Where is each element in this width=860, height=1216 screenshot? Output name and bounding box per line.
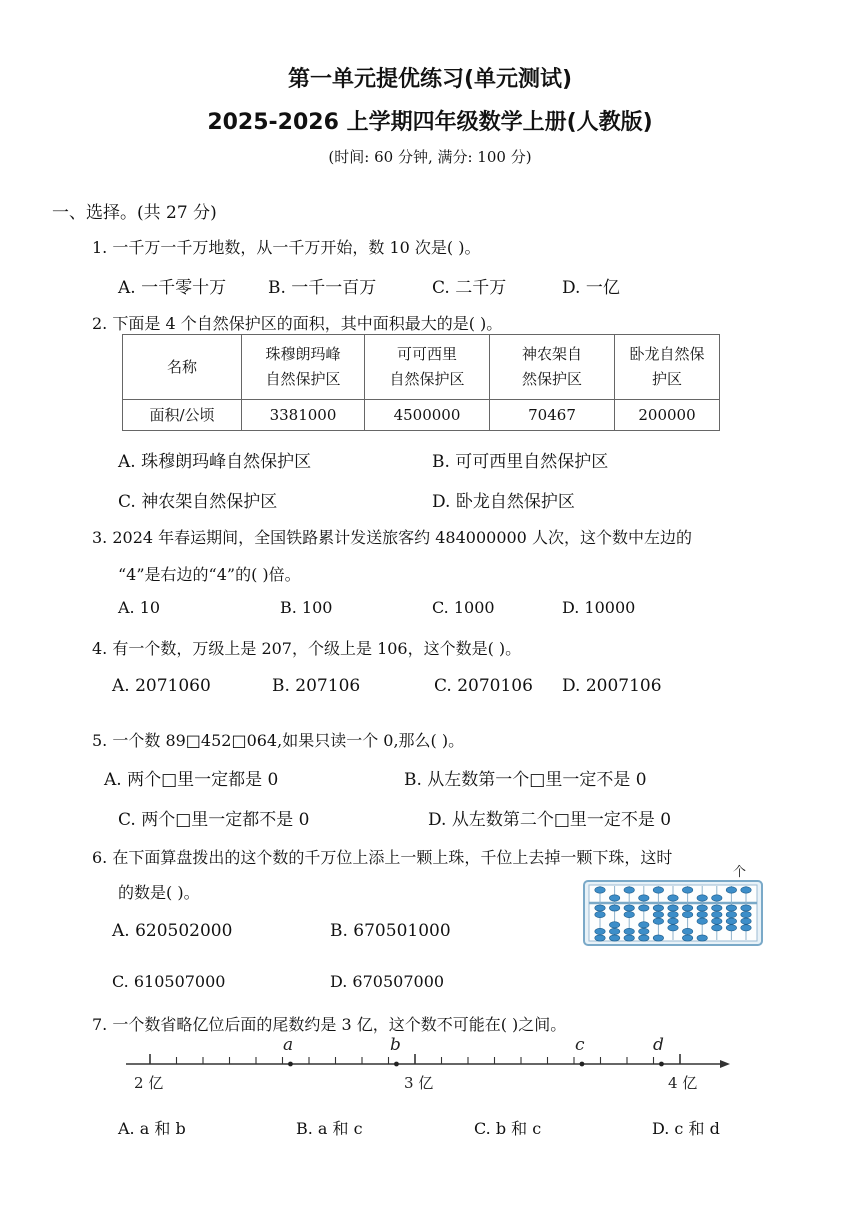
abacus-lower-bead (653, 912, 663, 918)
exam-info: (时间: 60 分钟, 满分: 100 分) (328, 148, 532, 166)
question-1: 1. 一千万一千万地数，从一千万开始，数 10 次是( )。 (92, 238, 481, 257)
abacus-lower-bead (697, 935, 707, 941)
number-line-point-d: d (653, 1035, 664, 1055)
abacus-lower-bead (624, 912, 634, 918)
table-row (123, 400, 720, 431)
q5-option-a[interactable]: A. 两个□里一定都是 0 (104, 770, 279, 790)
abacus-upper-bead (682, 887, 692, 893)
abacus-upper-bead (726, 887, 736, 893)
question-3: 3. 2024 年春运期间，全国铁路累计发送旅客约 484000000 人次，这个数中左边的 (92, 528, 692, 547)
reserve-area-table (122, 334, 720, 431)
abacus-lower-bead (741, 925, 751, 931)
abacus-lower-bead (682, 935, 692, 941)
table-cell: 3381000 (242, 400, 365, 431)
number-line-point-a: a (283, 1035, 294, 1055)
abacus-lower-bead (639, 905, 649, 911)
abacus-lower-bead (726, 912, 736, 918)
page-subtitle: 2025-2026 上学期四年级数学上册(人教版) (207, 110, 653, 135)
abacus-lower-bead (639, 935, 649, 941)
abacus-upper-bead (653, 887, 663, 893)
number-line-point-dot (659, 1062, 664, 1067)
question-2: 2. 下面是 4 个自然保护区的面积，其中面积最大的是( )。 (92, 314, 503, 333)
question-7: 7. 一个数省略亿位后面的尾数约是 3 亿，这个数不可能在( )之间。 (92, 1015, 567, 1034)
abacus-lower-bead (609, 922, 619, 928)
abacus-lower-bead (609, 935, 619, 941)
table-header-cell: 名称 (123, 335, 242, 400)
abacus-lower-bead (668, 912, 678, 918)
q4-option-d[interactable]: D. 2007106 (562, 676, 662, 696)
abacus-lower-bead (639, 922, 649, 928)
q1-option-b[interactable]: B. 一千一百万 (268, 278, 377, 298)
table-cell: 面积/公顷 (123, 400, 242, 431)
q5-option-c[interactable]: C. 两个□里一定都不是 0 (118, 810, 310, 830)
q4-option-c[interactable]: C. 2070106 (434, 676, 533, 696)
q3-option-a[interactable]: A. 10 (118, 598, 161, 617)
abacus-lower-bead (668, 918, 678, 924)
number-line-start-label: 2 亿 (134, 1074, 164, 1092)
abacus-lower-bead (668, 925, 678, 931)
abacus-upper-bead (639, 895, 649, 901)
abacus-lower-bead (595, 912, 605, 918)
abacus-lower-bead (712, 918, 722, 924)
abacus-lower-bead (595, 935, 605, 941)
abacus-upper-bead (712, 895, 722, 901)
q3-option-d[interactable]: D. 10000 (562, 598, 636, 617)
abacus-upper-bead (668, 895, 678, 901)
abacus-upper-bead (609, 895, 619, 901)
table-cell: 4500000 (365, 400, 490, 431)
table-cell: 200000 (615, 400, 720, 431)
abacus-lower-bead (697, 912, 707, 918)
abacus-lower-bead (595, 928, 605, 934)
abacus-lower-bead (609, 905, 619, 911)
q7-option-b[interactable]: B. a 和 c (296, 1119, 363, 1138)
abacus-upper-bead (595, 887, 605, 893)
number-line-point-dot (580, 1062, 585, 1067)
q6-option-b[interactable]: B. 670501000 (330, 921, 451, 941)
abacus-lower-bead (653, 918, 663, 924)
abacus-figure (578, 862, 768, 950)
q2-option-c[interactable]: C. 神农架自然保护区 (118, 492, 278, 512)
abacus-lower-bead (712, 925, 722, 931)
abacus-lower-bead (682, 928, 692, 934)
table-header-cell: 神农架自 然保护区 (490, 335, 615, 400)
q3-option-b[interactable]: B. 100 (280, 598, 333, 617)
section-heading: 一、选择。(共 27 分) (52, 203, 217, 223)
abacus-lower-bead (653, 905, 663, 911)
table-cell: 70467 (490, 400, 615, 431)
table-header-cell: 珠穆朗玛峰 自然保护区 (242, 335, 365, 400)
q2-option-d[interactable]: D. 卧龙自然保护区 (432, 492, 575, 512)
abacus-lower-bead (741, 912, 751, 918)
abacus-lower-bead (624, 935, 634, 941)
q6-option-a[interactable]: A. 620502000 (112, 921, 233, 941)
page-title: 第一单元提优练习(单元测试) (287, 67, 573, 92)
q5-option-d[interactable]: D. 从左数第二个□里一定不是 0 (428, 810, 672, 830)
abacus-upper-bead (624, 887, 634, 893)
abacus-lower-bead (653, 935, 663, 941)
abacus-lower-bead (639, 928, 649, 934)
number-line-point-c: c (575, 1035, 585, 1055)
abacus-upper-bead (741, 887, 751, 893)
q1-option-a[interactable]: A. 一千零十万 (118, 278, 227, 298)
abacus-lower-bead (712, 905, 722, 911)
q4-option-b[interactable]: B. 207106 (272, 676, 361, 696)
q7-option-c[interactable]: C. b 和 c (474, 1119, 542, 1138)
abacus-lower-bead (712, 912, 722, 918)
number-line-end-label: 4 亿 (668, 1074, 698, 1092)
abacus-lower-bead (668, 905, 678, 911)
abacus-lower-bead (624, 928, 634, 934)
abacus-lower-bead (624, 905, 634, 911)
abacus-lower-bead (726, 905, 736, 911)
abacus-lower-bead (741, 905, 751, 911)
q3-option-c[interactable]: C. 1000 (432, 598, 495, 617)
table-header-row (123, 335, 720, 400)
q7-option-a[interactable]: A. a 和 b (118, 1119, 186, 1138)
abacus-lower-bead (595, 905, 605, 911)
abacus-lower-bead (609, 928, 619, 934)
table-header-cell: 卧龙自然保 护区 (615, 335, 720, 400)
abacus-lower-bead (726, 918, 736, 924)
question-6-cont: 的数是( )。 (118, 883, 200, 902)
abacus-lower-bead (726, 925, 736, 931)
abacus-lower-bead (697, 918, 707, 924)
abacus-lower-bead (682, 905, 692, 911)
q5-option-b[interactable]: B. 从左数第一个□里一定不是 0 (404, 770, 647, 790)
question-4: 4. 有一个数，万级上是 207，个级上是 106，这个数是( )。 (92, 639, 522, 658)
table-header-cell: 可可西里 自然保护区 (365, 335, 490, 400)
abacus-lower-bead (741, 918, 751, 924)
number-line-point-dot (288, 1062, 293, 1067)
question-5: 5. 一个数 89□452□064,如果只读一个 0,那么( )。 (92, 731, 465, 750)
number-line-point-dot (394, 1062, 399, 1067)
question-3-cont: “4”是右边的“4”的( )倍。 (118, 565, 301, 584)
abacus-lower-bead (682, 912, 692, 918)
q2-option-b[interactable]: B. 可可西里自然保护区 (432, 452, 609, 472)
question-6: 6. 在下面算盘拨出的这个数的千万位上添上一颗上珠，千位上去掉一颗下珠，这时 (92, 848, 673, 867)
number-line-point-b: b (390, 1035, 401, 1055)
q7-option-d[interactable]: D. c 和 d (652, 1119, 720, 1138)
q4-option-a[interactable]: A. 2071060 (112, 676, 211, 696)
abacus-upper-bead (697, 895, 707, 901)
abacus-ones-label: 个 (733, 865, 747, 880)
abacus-lower-bead (697, 905, 707, 911)
q1-option-d[interactable]: D. 一亿 (562, 278, 620, 298)
q1-option-c[interactable]: C. 二千万 (432, 278, 507, 298)
number-line (120, 1030, 740, 1096)
number-line-mid-label: 3 亿 (404, 1074, 434, 1092)
q6-option-d[interactable]: D. 670507000 (330, 972, 445, 991)
q6-option-c[interactable]: C. 610507000 (112, 972, 226, 991)
q2-option-a[interactable]: A. 珠穆朗玛峰自然保护区 (118, 452, 312, 472)
